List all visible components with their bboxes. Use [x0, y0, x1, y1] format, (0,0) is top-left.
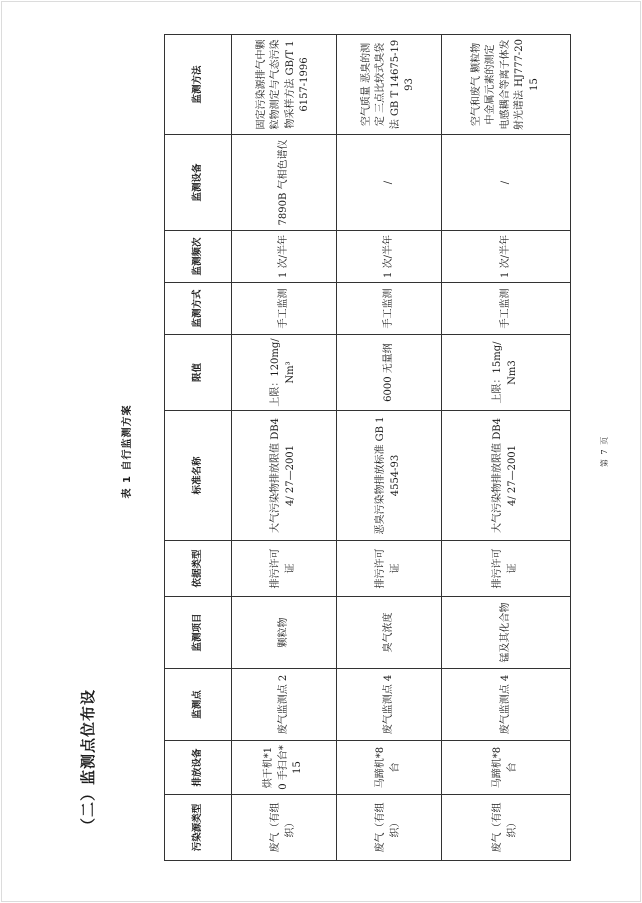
table-cell: 上限：15mg/Nm3 [441, 335, 570, 411]
table-cell: 排污许可证 [441, 541, 570, 597]
table-cell: 大气污染物排放限值 DB44/ 27—2001 [232, 411, 337, 541]
table-cell: / [441, 135, 570, 231]
table-cell: 排污许可证 [232, 541, 337, 597]
table-cell: 废气（有组织） [232, 795, 337, 861]
header-cell: 限值 [165, 335, 232, 411]
table-cell: 马蹄机*8台 [336, 741, 441, 795]
table-row [232, 35, 337, 861]
table-cell: 空气和废气 颗粒物中金属元素的测定 电感耦合等离子体发射光谱法 HJ777-2015 [441, 35, 570, 135]
table-cell: 1 次/半年 [232, 231, 337, 283]
header-cell: 排放设备 [165, 741, 232, 795]
table-cell: 手工监测 [336, 283, 441, 335]
page-number: 第 7 页 [600, 435, 609, 468]
table-cell: 烘干机*10 手扫台*15 [232, 741, 337, 795]
header-cell: 监测项目 [165, 597, 232, 669]
monitoring-plan-table [164, 34, 571, 861]
table-cell: 手工监测 [441, 283, 570, 335]
table-cell: 锰及其化合物 [441, 597, 570, 669]
table-row [441, 35, 570, 861]
table-cell: 固定污染源排气中颗粒物测定与气态污染物采样方法 GB/T 16157-1996 [232, 35, 337, 135]
table-cell: 排污许可证 [336, 541, 441, 597]
table-header-row [165, 35, 232, 861]
header-cell: 污染源类型 [165, 795, 232, 861]
header-cell: 监测点 [165, 669, 232, 741]
table-cell: 废气监测点 4 [336, 669, 441, 741]
header-cell: 依据类型 [165, 541, 232, 597]
table-cell: 恶臭污染物排放标准 GB 14554-93 [336, 411, 441, 541]
table-cell: 1 次/半年 [441, 231, 570, 283]
table-cell: 6000 无量纲 [336, 335, 441, 411]
table-cell: 7890B 气相色谱仪 [232, 135, 337, 231]
table-cell: 手工监测 [232, 283, 337, 335]
header-cell: 监测方法 [165, 35, 232, 135]
table-cell: 马蹄机*8台 [441, 741, 570, 795]
table-cell: 废气监测点 2 [232, 669, 337, 741]
section-heading: （二）监测点位布设 [79, 688, 97, 833]
table-cell: 废气（有组织） [441, 795, 570, 861]
table-cell: / [336, 135, 441, 231]
header-cell: 监测频次 [165, 231, 232, 283]
table-cell: 上限：120mg/Nm³ [232, 335, 337, 411]
table-cell: 废气监测点 4 [441, 669, 570, 741]
table-cell: 废气（有组织） [336, 795, 441, 861]
table-cell: 1 次/半年 [336, 231, 441, 283]
header-cell: 监测方式 [165, 283, 232, 335]
table-cell: 大气污染物排放限值 DB44/ 27—2001 [441, 411, 570, 541]
table-caption: 表 1 自行监测方案 [122, 404, 133, 499]
table-cell: 颗粒物 [232, 597, 337, 669]
header-cell: 标准名称 [165, 411, 232, 541]
header-cell: 监测设备 [165, 135, 232, 231]
table-cell: 臭气浓度 [336, 597, 441, 669]
table-row [336, 35, 441, 861]
table-cell: 空气质量 恶臭的测定 三点比较式臭袋法 GB T 14675-1993 [336, 35, 441, 135]
